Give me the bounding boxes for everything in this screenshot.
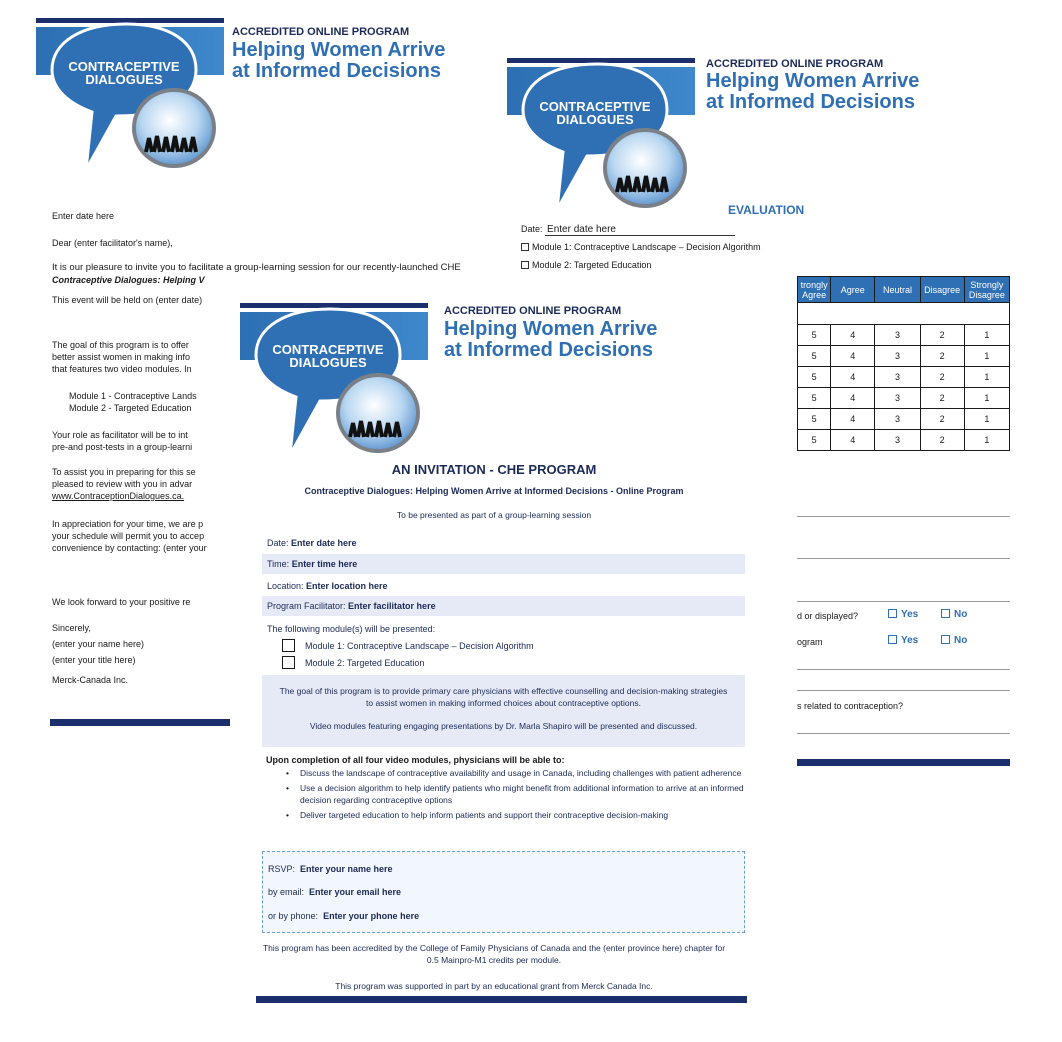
header-strongly-agree: trongly Agree	[798, 277, 831, 303]
logo-tagline-small: ACCREDITED ONLINE PROGRAM	[706, 58, 884, 70]
rating-cell[interactable]: 2	[920, 388, 964, 409]
logo-tagline-line2: at Informed Decisions	[444, 339, 653, 361]
rating-table	[797, 276, 1010, 451]
rating-cell[interactable]: 5	[798, 367, 831, 388]
rating-cell[interactable]: 2	[920, 409, 964, 430]
rating-cell[interactable]: 1	[964, 409, 1009, 430]
rating-cell[interactable]: 3	[875, 367, 920, 388]
letter-paragraph-1: It is our pleasure to invite you to facilitate a group-learning session for our recently-launched CHE	[52, 262, 461, 273]
module-2-checkbox[interactable]	[521, 261, 529, 269]
q2-no-checkbox[interactable]	[941, 635, 950, 644]
rating-cell[interactable]: 1	[964, 325, 1009, 346]
speech-bubbles-icon	[46, 20, 216, 180]
header-agree: Agree	[831, 277, 875, 303]
logo-word-contraceptive: CONTRACEPTIVE	[272, 342, 384, 357]
logo-word-contraceptive: CONTRACEPTIVE	[68, 59, 180, 74]
header-disagree: Disagree	[920, 277, 964, 303]
logo-tagline-line1: Helping Women Arrive	[706, 70, 920, 92]
q1-yes-checkbox[interactable]	[888, 609, 897, 618]
logo-tagline-small: ACCREDITED ONLINE PROGRAM	[232, 26, 410, 38]
header-strongly-disagree: Strongly Disagree	[964, 277, 1009, 303]
letter-paragraph-3-line: The goal of this program is to offer	[52, 340, 189, 350]
program-logo	[240, 303, 660, 463]
date-row	[262, 533, 745, 553]
letter-paragraph-4-line: Your role as facilitator will be to int	[52, 430, 188, 440]
answer-line	[797, 690, 1010, 691]
letter-signer-name: (enter your name here)	[52, 639, 145, 649]
q1-yes-label: Yes	[901, 609, 919, 620]
q1-no-checkbox[interactable]	[941, 609, 950, 618]
rating-cell[interactable]: 4	[831, 430, 875, 451]
letter-paragraph-4-line: pre-and post-tests in a group-learni	[52, 442, 193, 452]
letter-signer-title: (enter your title here)	[52, 655, 136, 665]
rating-cell[interactable]: 1	[964, 346, 1009, 367]
letter-footer-bar	[50, 719, 230, 726]
phone-label: or by phone:	[268, 911, 319, 921]
rating-cell[interactable]: 3	[875, 325, 920, 346]
time-row	[262, 554, 745, 574]
logo-tagline-small: ACCREDITED ONLINE PROGRAM	[444, 305, 622, 317]
module-1-label: Module 1: Contraceptive Landscape – Decision Algorithm	[305, 641, 534, 651]
evaluation-title: EVALUATION	[728, 203, 805, 217]
location-row	[262, 576, 745, 596]
list-item: • Deliver targeted education to help inform patients and support their contraceptive decision-making	[300, 809, 750, 821]
facilitator-label: Program Facilitator:	[267, 601, 346, 611]
facilitator-row	[262, 596, 745, 616]
table-row	[798, 409, 1010, 430]
letter-company: Merck-Canada Inc.	[52, 675, 129, 685]
letter-salutation: Dear (enter facilitator's name),	[52, 238, 173, 248]
program-goal-box	[262, 675, 745, 747]
rating-cell[interactable]: 5	[798, 388, 831, 409]
table-row	[798, 303, 1010, 325]
speech-bubbles-icon	[250, 305, 420, 465]
logo-tagline-line1: Helping Women Arrive	[232, 39, 446, 61]
letter-module-item: Module 1 - Contraceptive Lands	[69, 391, 197, 401]
evaluation-date-field[interactable]: Enter date here	[545, 224, 735, 236]
invitation-footer-bar	[256, 996, 747, 1003]
letter-website-link[interactable]: www.ContraceptionDialogues.ca.	[52, 491, 185, 501]
presented-note: To be presented as part of a group-learning session	[396, 510, 592, 520]
invitation-subtitle: Contraceptive Dialogues: Helping Women Arrive at Informed Decisions - Online Program	[304, 486, 684, 496]
rating-cell[interactable]: 1	[964, 388, 1009, 409]
rsvp-box	[262, 851, 745, 933]
email-field[interactable]: Enter your email here	[309, 887, 402, 897]
date-label: Date:	[267, 538, 289, 548]
letter-paragraph-2: This event will be held on (enter date)	[52, 295, 203, 305]
letter-paragraph-6-line: convenience by contacting: (enter your	[52, 543, 207, 553]
answer-line	[797, 733, 1010, 734]
rsvp-name-field[interactable]: Enter your name here	[300, 864, 393, 874]
rating-cell[interactable]: 2	[920, 430, 964, 451]
location-field[interactable]: Enter location here	[306, 581, 388, 591]
module-1-checkbox[interactable]	[521, 243, 529, 251]
rating-cell[interactable]: 4	[831, 325, 875, 346]
rating-cell[interactable]: 5	[798, 346, 831, 367]
location-label: Location:	[267, 581, 304, 591]
email-label: by email:	[268, 887, 305, 897]
phone-field[interactable]: Enter your phone here	[323, 911, 420, 921]
letter-paragraph-5-line: pleased to review with you in advar	[52, 479, 193, 489]
table-row	[798, 325, 1010, 346]
question-fragment: ogram	[797, 637, 823, 647]
facilitator-field[interactable]: Enter facilitator here	[348, 601, 436, 611]
rating-cell[interactable]: 2	[920, 367, 964, 388]
letter-paragraph-6-line: your schedule will permit you to accep	[52, 531, 205, 541]
letter-module-item: Module 2 - Targeted Education	[69, 403, 192, 413]
module-2-label: Module 2: Targeted Education	[305, 658, 425, 668]
letter-paragraph-3-line: that features two video modules. In	[52, 364, 192, 374]
letter-sincerely: Sincerely,	[52, 623, 91, 633]
program-logo	[507, 58, 927, 218]
q2-yes-label: Yes	[901, 635, 919, 646]
logo-word-dialogues: DIALOGUES	[85, 72, 163, 87]
evaluation-module-1: Module 1: Contraceptive Landscape – Decision Algorithm	[532, 242, 761, 252]
letter-closing: We look forward to your positive re	[52, 597, 191, 607]
answer-line	[797, 669, 1010, 670]
time-label: Time:	[267, 559, 290, 569]
module-1-checkbox[interactable]	[282, 639, 295, 652]
rating-cell[interactable]: 3	[875, 346, 920, 367]
question-fragment: d or displayed?	[797, 611, 859, 621]
date-field[interactable]: Enter date here	[291, 538, 357, 548]
rating-header-row	[798, 277, 1010, 303]
goal-text: The goal of this program is to provide primary care physicians with effective counselling and decision-making strategies to assist women in making informed choices about contraceptive options.	[279, 686, 728, 708]
logo-tagline-line2: at Informed Decisions	[706, 91, 915, 113]
answer-line	[797, 558, 1010, 559]
evaluation-module-2: Module 2: Targeted Education	[532, 260, 652, 270]
evaluation-footer-bar	[797, 759, 1010, 766]
rating-cell[interactable]: 3	[875, 409, 920, 430]
logo-tagline-line1: Helping Women Arrive	[444, 318, 658, 340]
rating-cell[interactable]: 5	[798, 430, 831, 451]
header-neutral: Neutral	[875, 277, 920, 303]
logo-word-dialogues: DIALOGUES	[556, 112, 634, 127]
rating-cell[interactable]: 3	[875, 388, 920, 409]
list-item: • Discuss the landscape of contraceptive availability and usage in Canada, including challenges with patient adherence	[300, 767, 750, 779]
table-row	[798, 346, 1010, 367]
answer-line	[797, 516, 1010, 517]
q2-no-label: No	[954, 635, 968, 646]
letter-paragraph-3-line: better assist women in making info	[52, 352, 191, 362]
letter-paragraph-5-line: To assist you in preparing for this se	[52, 467, 196, 477]
logo-word-dialogues: DIALOGUES	[289, 355, 367, 370]
rating-cell[interactable]: 2	[920, 325, 964, 346]
evaluation-date-label: Date:	[521, 224, 543, 234]
module-2-checkbox[interactable]	[282, 656, 295, 669]
outcomes-list	[300, 767, 750, 824]
question-fragment: s related to contraception?	[797, 701, 904, 711]
video-text: Video modules featuring engaging presentations by Dr. Marla Shapiro will be presented and discussed.	[309, 721, 698, 731]
accreditation-note: This program has been accredited by the College of Family Physicians of Canada and the (enter province here) chapter for 0.5 Mainpro-M1 credits per module.	[262, 943, 726, 965]
table-row	[798, 430, 1010, 451]
table-row	[798, 367, 1010, 388]
rsvp-label: RSVP:	[268, 864, 296, 874]
program-logo	[36, 18, 456, 178]
table-row	[798, 388, 1010, 409]
rating-cell[interactable]: 4	[831, 409, 875, 430]
letter-paragraph-6-line: In appreciation for your time, we are p	[52, 519, 204, 529]
che-invitation-document	[234, 295, 754, 1010]
rating-cell[interactable]: 4	[831, 346, 875, 367]
rating-cell[interactable]: 5	[798, 325, 831, 346]
rating-cell[interactable]: 2	[920, 346, 964, 367]
support-note: This program was supported in part by an educational grant from Merck Canada Inc.	[335, 981, 653, 991]
invitation-title: AN INVITATION - CHE PROGRAM	[391, 462, 597, 477]
outcomes-heading: Upon completion of all four video modules, physicians will be able to:	[266, 755, 565, 765]
time-field[interactable]: Enter time here	[291, 559, 358, 569]
answer-line	[797, 601, 1010, 602]
letter-program-title: Contraceptive Dialogues: Helping V	[52, 275, 205, 285]
rating-cell[interactable]: 4	[831, 388, 875, 409]
rating-cell[interactable]: 1	[964, 367, 1009, 388]
letter-date: Enter date here	[52, 211, 115, 221]
logo-word-contraceptive: CONTRACEPTIVE	[539, 99, 651, 114]
rating-cell[interactable]: 4	[831, 367, 875, 388]
rating-cell[interactable]: 1	[964, 430, 1009, 451]
list-item: • Use a decision algorithm to help identify patients who might benefit from additional information to arrive at an informed decision regarding contraceptive options	[300, 782, 750, 806]
q2-yes-checkbox[interactable]	[888, 635, 897, 644]
rating-cell[interactable]: 5	[798, 409, 831, 430]
logo-tagline-line2: at Informed Decisions	[232, 60, 441, 82]
q1-no-label: No	[954, 609, 968, 620]
speech-bubbles-icon	[517, 60, 687, 220]
rating-cell[interactable]: 3	[875, 430, 920, 451]
modules-intro: The following module(s) will be presented:	[267, 624, 436, 634]
